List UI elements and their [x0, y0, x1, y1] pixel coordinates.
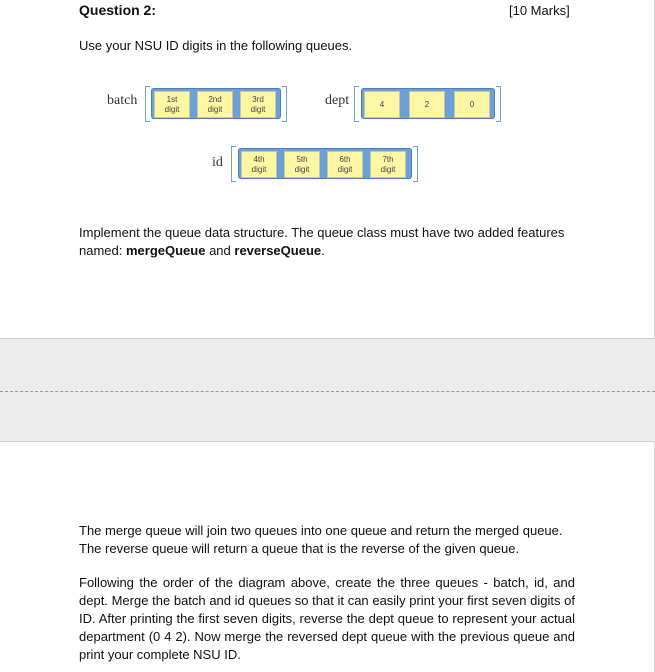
- reverse-description: The reverse queue will return a queue that is the reverse of the given queue.: [79, 541, 520, 556]
- batch-label: batch: [107, 93, 138, 108]
- id-cell-2-line1: 5th: [296, 154, 308, 164]
- dept-cell-3: [454, 91, 490, 118]
- page-two: [0, 441, 655, 672]
- merge-description: The merge queue will join two queues into one queue and return the merged queue.: [79, 523, 563, 538]
- dept-cell-2-value: 2: [424, 99, 430, 109]
- task-period: .: [321, 243, 325, 258]
- id-right-bracket: [413, 146, 418, 182]
- batch-cell-1-line2: digit: [164, 104, 180, 114]
- id-cell-1: [241, 151, 277, 178]
- batch-right-bracket: [282, 86, 287, 122]
- batch-cell-3-line1: 3rd: [252, 94, 264, 104]
- id-cell-1-line2: digit: [251, 164, 267, 174]
- instruction-text: Use your NSU ID digits in the following queues.: [79, 38, 353, 53]
- batch-cell-1-line1: 1st: [166, 94, 178, 104]
- question-title: Question 2:: [79, 2, 157, 18]
- batch-cell-3-line2: digit: [250, 104, 266, 114]
- page-gap: [0, 338, 655, 442]
- id-cell-3-line2: digit: [337, 164, 353, 174]
- id-cell-2-line2: digit: [294, 164, 310, 174]
- dept-cell-1-value: 4: [379, 99, 385, 109]
- batch-cell-2-line2: digit: [207, 104, 223, 114]
- dept-label: dept: [325, 93, 350, 108]
- id-cell-4-line2: digit: [380, 164, 396, 174]
- id-cell-3-line1: 6th: [339, 154, 351, 164]
- instructions-paragraph: Following the order of the diagram above, create the three queues - batch, id, and dept. Merge the batch and id queues so that it can easily print your first seven digits of ID. After printing the first seven digits, reverse the dept queue to represent your actual department (0 4 2). Now merge the reversed dept queue with the previous queue and print your complete NSU ID.: [79, 575, 575, 662]
- feature-reverse-queue: reverseQueue: [234, 243, 322, 258]
- task-and: and: [205, 243, 235, 258]
- batch-left-bracket: [145, 86, 150, 122]
- batch-queue: [151, 88, 281, 119]
- dept-cell-3-value: 0: [469, 99, 475, 109]
- id-label: id: [212, 155, 223, 170]
- marks-label: [10 Marks]: [509, 3, 570, 18]
- task-line-1: Implement the queue data structure. The queue class must have two added features: [79, 225, 565, 240]
- batch-cell-3: [240, 91, 276, 118]
- task-line-2: [79, 242, 599, 260]
- id-cell-4: [370, 151, 406, 178]
- dept-right-bracket: [496, 86, 501, 122]
- task-prefix: named:: [79, 243, 126, 258]
- id-cell-2: [284, 151, 320, 178]
- id-cell-4-line1: 7th: [382, 154, 394, 164]
- id-cell-3: [327, 151, 363, 178]
- feature-merge-queue: mergeQueue: [125, 243, 206, 258]
- dept-left-bracket: [354, 86, 359, 122]
- id-cell-1-line1: 4th: [253, 154, 265, 164]
- batch-cell-2-line1: 2nd: [208, 94, 222, 104]
- id-queue: [238, 148, 412, 179]
- batch-cell-1: [154, 91, 190, 118]
- page-break-line: [0, 391, 655, 392]
- batch-cell-2: [197, 91, 233, 118]
- dept-cell-2: [409, 91, 445, 118]
- dept-queue: [361, 88, 495, 119]
- dept-cell-1: [364, 91, 400, 118]
- id-left-bracket: [231, 146, 236, 182]
